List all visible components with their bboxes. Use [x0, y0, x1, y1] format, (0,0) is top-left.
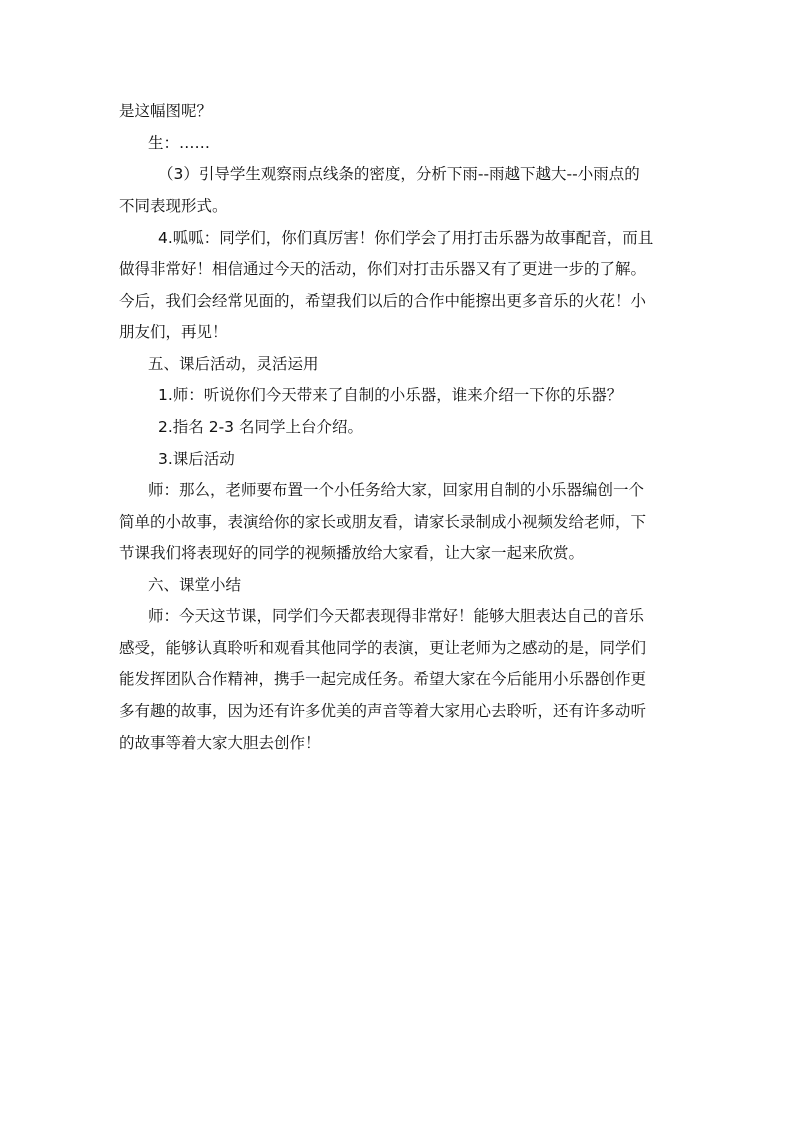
text-line: 能发挥团队合作精神，携手一起完成任务。希望大家在今后能用小乐器创作更	[119, 670, 647, 688]
text-line: 多有趣的故事，因为还有许多优美的声音等着大家用心去聆听，还有许多动听	[119, 702, 647, 720]
text-line: （3）引导学生观察雨点线条的密度，分析下雨--雨越下越大--小雨点的	[158, 165, 640, 183]
text-line: 生：……	[148, 134, 211, 152]
section-heading: 六、课堂小结	[148, 576, 242, 594]
text-line: 不同表现形式。	[119, 197, 228, 215]
text-line: 师：今天这节课，同学们今天都表现得非常好！能够大胆表达自己的音乐	[148, 607, 645, 625]
text-line: 的故事等着大家大胆去创作！	[119, 734, 321, 752]
text-line: 1.师：听说你们今天带来了自制的小乐器，谁来介绍一下你的乐器？	[158, 386, 623, 404]
section-heading: 五、课后活动，灵活运用	[148, 355, 319, 373]
text-line: 感受，能够认真聆听和观看其他同学的表演，更让老师为之感动的是，同学们	[119, 639, 647, 657]
text-line: 4.呱呱：同学们，你们真厉害！你们学会了用打击乐器为故事配音，而且	[158, 229, 654, 247]
text-line: 节课我们将表现好的同学的视频播放给大家看，让大家一起来欣赏。	[119, 544, 585, 562]
text-line: 3.课后活动	[158, 450, 235, 468]
text-line: 朋友们，再见！	[119, 323, 228, 341]
text-line: 是这幅图呢？	[119, 102, 213, 120]
text-line: 2.指名 2-3 名同学上台介绍。	[158, 418, 363, 436]
text-line: 做得非常好！相信通过今天的活动，你们对打击乐器又有了更进一步的了解。	[119, 260, 647, 278]
text-line: 今后，我们会经常见面的，希望我们以后的合作中能擦出更多音乐的火花！小	[119, 292, 647, 310]
text-line: 师：那么，老师要布置一个小任务给大家，回家用自制的小乐器编创一个	[148, 481, 645, 499]
text-line: 简单的小故事，表演给你的家长或朋友看，请家长录制成小视频发给老师，下	[119, 513, 647, 531]
